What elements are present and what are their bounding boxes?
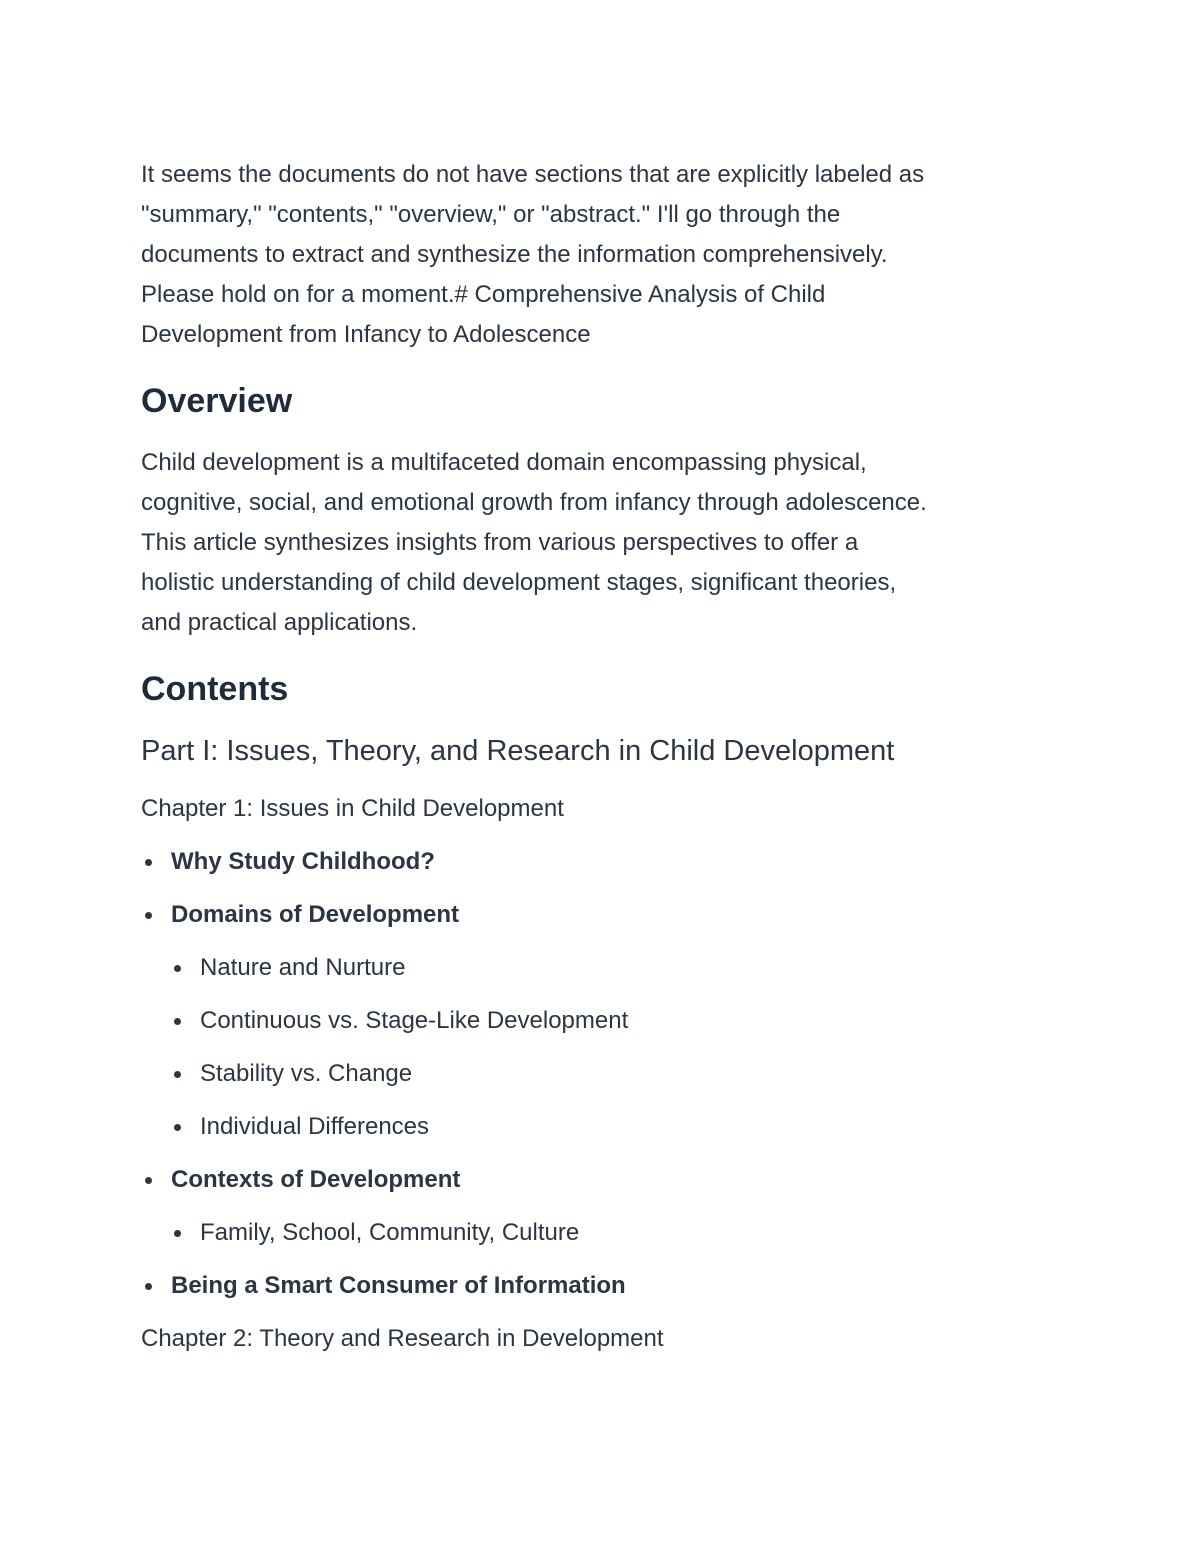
- contents-list: [141, 842, 1061, 1306]
- overview-line: Child development is a multifaceted domain encompassing physical,: [141, 449, 867, 476]
- bullet-icon: [145, 1177, 152, 1184]
- list-item-text: Why Study Childhood?: [171, 848, 435, 875]
- intro-line: It seems the documents do not have sections that are explicitly labeled as: [141, 161, 925, 188]
- intro-line: documents to extract and synthesize the information comprehensively.: [141, 241, 888, 268]
- list-item-text: Family, School, Community, Culture: [200, 1219, 580, 1246]
- list-item-text: Individual Differences: [200, 1113, 430, 1140]
- bullet-icon: [174, 965, 181, 972]
- list-item: [141, 948, 1061, 988]
- list-item: [141, 1213, 1061, 1253]
- list-item-text: Domains of Development: [171, 901, 460, 928]
- list-item-text: Being a Smart Consumer of Information: [171, 1272, 626, 1299]
- part-title: Part I: Issues, Theory, and Research in Child Development: [141, 735, 895, 767]
- contents-heading: Contents: [141, 670, 289, 708]
- list-item: [141, 895, 1061, 935]
- overview-line: and practical applications.: [141, 609, 418, 636]
- chapter-title: Chapter 1: Issues in Child Development: [141, 795, 564, 822]
- list-item-text: Continuous vs. Stage-Like Development: [200, 1007, 629, 1034]
- chapter-title: Chapter 2: Theory and Research in Development: [141, 1325, 664, 1352]
- list-item: [141, 1266, 1061, 1306]
- list-item-text: Nature and Nurture: [200, 954, 406, 981]
- overview-line: This article synthesizes insights from various perspectives to offer a: [141, 529, 859, 556]
- bullet-icon: [174, 1124, 181, 1131]
- list-item-text: Contexts of Development: [171, 1166, 461, 1193]
- overview-paragraph: [141, 443, 1061, 643]
- bullet-icon: [145, 912, 152, 919]
- list-item-text: Stability vs. Change: [200, 1060, 413, 1087]
- overview-line: holistic understanding of child development stages, significant theories,: [141, 569, 897, 596]
- bullet-icon: [145, 859, 152, 866]
- overview-heading: Overview: [141, 382, 293, 420]
- intro-paragraph: [141, 155, 1061, 355]
- intro-line: Please hold on for a moment.# Comprehensive Analysis of Child: [141, 281, 826, 308]
- list-item: [141, 1160, 1061, 1200]
- document-page: [141, 155, 1061, 1359]
- overview-line: cognitive, social, and emotional growth from infancy through adolescence.: [141, 489, 927, 516]
- bullet-icon: [145, 1283, 152, 1290]
- list-item: [141, 1107, 1061, 1147]
- list-item: [141, 1054, 1061, 1094]
- bullet-icon: [174, 1230, 181, 1237]
- list-item: [141, 842, 1061, 882]
- intro-line: Development from Infancy to Adolescence: [141, 321, 591, 348]
- intro-line: "summary," "contents," "overview," or "abstract." I'll go through the: [141, 201, 841, 228]
- list-item: [141, 1001, 1061, 1041]
- bullet-icon: [174, 1071, 181, 1078]
- bullet-icon: [174, 1018, 181, 1025]
